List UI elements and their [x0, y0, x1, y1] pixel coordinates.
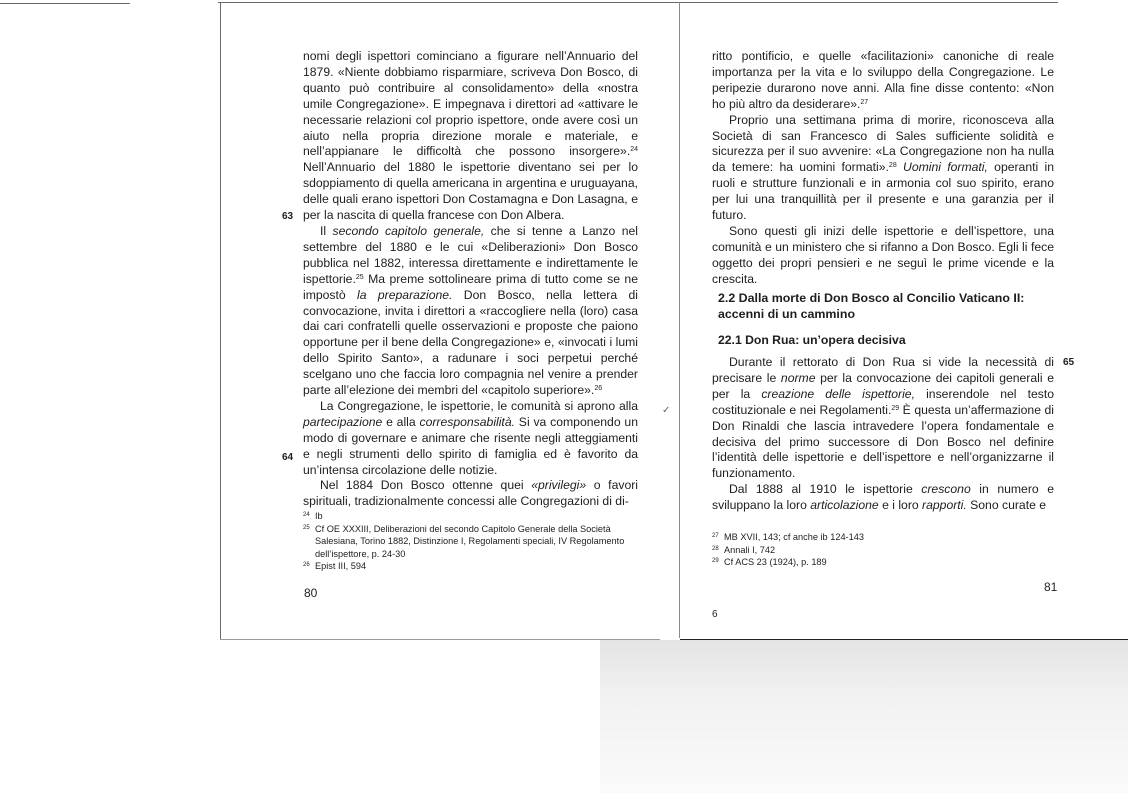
text-run: Nel 1884 Don Bosco ottenne quei — [320, 478, 532, 493]
section-heading: 2.2 Dalla morte di Don Bosco al Concilio Vaticano II: accenni di un cammino — [718, 291, 1025, 321]
paragraph — [303, 399, 638, 479]
italic-text: la preparazione. — [357, 287, 453, 302]
text-run: Ma preme sottolineare prima di tutto come se ne impostò — [303, 271, 638, 302]
footnote-mark: 24 — [303, 512, 310, 518]
footnote — [303, 560, 641, 573]
text-run: in numero e sviluppano la loro — [712, 482, 1054, 513]
footnote-mark: 29 — [712, 558, 719, 565]
footnote-mark: 27 — [712, 533, 719, 539]
text-run: o favori spirituali, tradizionalmente concessi alle Congregazioni di di- — [303, 478, 638, 509]
italic-text: secondo capitolo generale, — [332, 223, 485, 238]
italic-text: corresponsabilità. — [419, 414, 515, 429]
text-run: inserendole nel testo costituzionale e nei Regolamenti. — [712, 386, 1055, 417]
left-footnotes — [303, 510, 641, 573]
italic-text: crescono — [921, 482, 971, 497]
text-run: Don Bosco, nella lettera di convocazione, invita i direttori a «raccogliere nella (loro) casa dai cari confratelli quelle osservazioni e proposte che paiono opportune per il bene della Congregazione» e, «invocati i lumi dello Spirito Santo», a radunare i soci perpetui perché scelgano uno che faccia loro compagnia nel venire a prender parte all’elezione dei membri del «capitolo superiore». — [303, 287, 639, 398]
text-run: Sono questi gli inizi delle ispettorie e dell’ispettore, una comunità e un ministero che si rifanno a Don Bosco. Egli li fece oggetto dei propri pensieri e ne seguì le prime vicende e la crescita. — [712, 223, 1054, 286]
italic-text: creazione delle ispettorie, — [761, 386, 915, 401]
footnote-reference: 27 — [860, 98, 869, 106]
paragraph — [712, 113, 1054, 224]
paragraph — [712, 355, 1054, 482]
text-run: Proprio una settimana prima di morire, riconosceva alla Società di san Francesco di Sales sufficiente solidità e sicurezza per il suo avvenire: «La Congregazione non ha nulla da temere: ha uomini formati». — [712, 112, 1054, 175]
scan-edge-bottom-left — [220, 639, 660, 640]
text-run: Nell’Annuario del 1880 le ispettorie diventano sei per lo sdoppiamento di quella americana in argentina e uruguayana, delle quali erano ispettori Don Costamagna e Don Lasagna, e per la nascita di quella francese con Don Albera. — [303, 160, 638, 223]
footnote — [712, 544, 1042, 557]
footnote-text: Ib — [315, 511, 323, 521]
stray-mark: ✓ — [662, 405, 671, 416]
subsection-heading: 22.1 Don Rua: un’opera decisiva — [718, 333, 906, 347]
footnote-text: MB XVII, 143; cf anche ib 124-143 — [724, 532, 864, 542]
text-run: per la convocazione dei capitoli generali e per la — [712, 370, 1054, 401]
italic-text: partecipazione — [303, 414, 383, 429]
text-run: Il — [320, 223, 333, 238]
footnote — [303, 510, 641, 523]
text-run: La Congregazione, le ispettorie, le comunità si aprono alla — [320, 398, 638, 413]
footnote-text: Annali I, 742 — [724, 544, 776, 555]
right-page-body-bottom — [712, 355, 1054, 514]
text-run: ritto pontificio, e quelle «facilitazioni» canoniche di reale importanza per la vita e lo sviluppo della Congregazione. Le peripezie durarono nove anni. Alla fine disse contento: «Non ho più altro da desiderare». — [712, 49, 1054, 111]
footnote-reference: 29 — [891, 404, 900, 412]
footnote-text: Cf ACS 23 (1924), p. 189 — [724, 557, 827, 568]
paragraph — [712, 49, 1054, 113]
book-gutter — [679, 2, 680, 638]
footnote — [303, 523, 641, 561]
margin-number-63: 63 — [282, 211, 294, 222]
text-run: Si va componendo un modo di governare e animare che risente negli atteggiamenti e negli strumenti dello spirito di famiglia ed è favorito da un’intensa circolazione delle notizie. — [303, 414, 638, 477]
footnote — [712, 531, 1042, 544]
text-run: È questa un’affermazione di Don Rinaldi che lascia intravedere l’opera fondamentale e decisiva del primo successore di Don Bosco nel definire l’identità delle ispettorie e dell’ispettore e nell’organizzarne il funzionamento. — [712, 402, 1054, 481]
paragraph — [303, 224, 638, 399]
italic-text: rapporti. — [922, 498, 967, 513]
paragraph — [712, 482, 1054, 514]
left-page-body — [303, 49, 638, 510]
footnote-text: Epist III, 594 — [315, 561, 367, 572]
text-run: Durante il rettorato di Don Rua si vide la necessità di precisare le — [712, 355, 1054, 385]
right-page-number: 81 — [1044, 580, 1058, 594]
scan-edge-top-left — [0, 3, 130, 4]
footnote-reference: 26 — [594, 385, 603, 393]
paragraph — [712, 224, 1054, 288]
text-run: e i loro — [878, 498, 923, 513]
paragraph — [303, 478, 638, 510]
text-run: Sono curate e — [966, 498, 1047, 513]
footnote-reference: 24 — [630, 146, 638, 154]
paragraph — [303, 49, 638, 224]
text-run: Dal 1888 al 1910 le ispettorie — [729, 482, 922, 497]
signature-mark: 6 — [712, 609, 718, 620]
italic-text: articolazione — [810, 498, 879, 513]
text-run: operanti in ruoli e strutture funzionali e in armonia col suo spirito, erano per lui una tranquillità per il presente e una garanzia per il futuro. — [712, 160, 1054, 223]
italic-text: «privilegi» — [531, 478, 587, 493]
footnote-text: Cf OE XXXIII, Deliberazioni del secondo Capitolo Generale della Società Salesiana, Torino 1882, Distinzione I, Regolamenti speciali, IV Regolamento dell’ispettore, p. 24-30 — [315, 523, 625, 559]
right-page-body-top — [712, 49, 1054, 288]
footnote-mark: 28 — [712, 545, 719, 552]
page-shadow — [600, 640, 1128, 793]
margin-number-64: 64 — [282, 452, 294, 463]
text-run: e alla — [382, 414, 420, 429]
text-run: che si tenne a Lanzo nel settembre del 1880 e le cui «Deliberazioni» Don Bosco pubblica nel 1882, interessa direttamente e indirettamente le ispettorie. — [303, 223, 638, 286]
margin-number-65: 65 — [1063, 357, 1075, 368]
footnote-reference: 28 — [888, 162, 897, 170]
footnote — [712, 556, 1042, 569]
scan-edge-left — [220, 2, 221, 640]
italic-text: Uomini formati, — [903, 160, 988, 175]
right-footnotes — [712, 531, 1042, 569]
italic-text: norme — [780, 370, 816, 385]
text-run: nomi degli ispettori cominciano a figurare nell’Annuario del 1879. «Niente dobbiamo risparmiare, scriveva Don Bosco, di quanto può contribuire al consolidamento» della «nostra umile Congregazione». E impegnava i direttori ad «attivare le necessarie relazioni col proprio ispettore, onde avere così un aiuto nella propria direzione morale e materiale, e nell’appianare le difficoltà che possono insorgere». — [303, 49, 638, 159]
footnote-reference: 25 — [355, 273, 364, 281]
left-page-number: 80 — [304, 586, 318, 600]
footnote-mark: 25 — [303, 524, 310, 531]
footnote-mark: 26 — [303, 562, 310, 569]
scan-edge-top — [218, 2, 1058, 3]
